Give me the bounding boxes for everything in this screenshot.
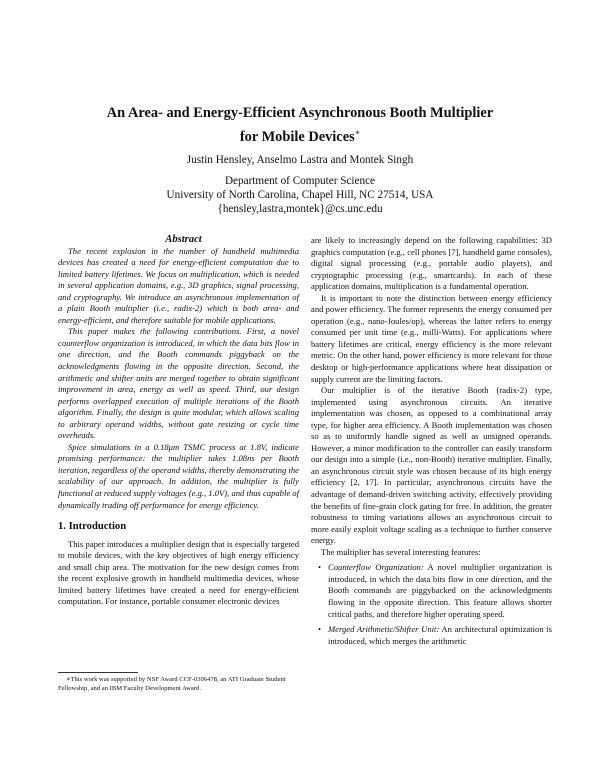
abstract-paragraph-3: Spice simulations in a 0.18μm TSMC process at 1.8V, indicate promising performance: the multiplier takes 1.08ns per Booth iteration, regardless of the operand widths, thereby demonstrating the scalability of our approach. In addition, the multiplier is fully functional at reduced supply voltages (e.g., 1.0V), and thus capable of dynamically trading off performance for energy efficiency. (58, 441, 299, 510)
feature-text: An architectural optimization is introduced, which merges the arithmetic (328, 624, 552, 646)
abstract (58, 234, 299, 511)
bullet-icon: • (318, 562, 322, 573)
authors: Justin Hensley, Anselmo Lastra and Montek Singh (186, 154, 414, 166)
affiliation (40, 174, 560, 216)
abstract-paragraph-1: The recent explosion in the number of handheld multimedia devices has created a need for energy-efficient computation due to limited battery lifetimes. We focus on multiplication, which is needed in several application domains, e.g., 3D graphics, signal processing, and cryptography. We introduce an asynchronous implementation of a plain Booth multiplier (i.e., radix-2) which is both area- and energy-efficient, and therefore suitable for mobile applications. (58, 245, 299, 325)
feature-text: A novel multiplier organization is introduced, in which the data bits flow in one direction, and the Booth commands are piggybacked on the acknowledgments flowing in the opposite direction. This feature allows shorter critical paths, and therefore higher operating speed. (328, 562, 552, 619)
footnote-rule (58, 672, 138, 673)
title-line-2 (40, 123, 560, 147)
intro-paragraph-1-continued: are likely to increasingly depend on the following capabilities: 3D graphics computation (e.g., cell phones [7], handheld game consoles), digital signal processing (e.g., portable audio players), and cryptographic processing (e.g., smartcards). In each of these application domains, multiplication is a fundamental operation. (311, 235, 552, 292)
feature-label: Merged Arithmetic/Shifter Unit: (328, 624, 440, 635)
feature-list (311, 562, 552, 647)
title-footnote-mark: ∗ (354, 128, 361, 137)
intro-paragraph-1: This paper introduces a multiplier design that is especially targeted to mobile devices, with the key objectives of high energy efficiency and small chip area. The motivation for the new design comes from the recent explosive growth in handheld multimedia devices, whose limited battery lifetimes have created a need for energy-efficient computation. For instance, portable consumer electronic devices (58, 538, 299, 607)
feature-label: Counterflow Organization: (328, 562, 424, 573)
abstract-heading: Abstract (165, 234, 202, 245)
department: Department of Computer Science (224, 175, 376, 187)
list-item (311, 624, 552, 647)
intro-paragraph-3: Our multiplier is of the iterative Booth (radix-2) type, implemented using asynchronous circuits. An iterative implementation was chosen, as opposed to a combinational array type, for higher area efficiency. A Booth implementation was chosen so as to uniformly handle signed as well as unsigned operands. However, a minor modification to the controller can easily transform our design into a simple (i.e., non-Booth) iterative multiplier. Finally, an asynchronous circuit style was chosen because of its high energy efficiency [2, 17]. In particular, asynchronous circuits have the advantage of demand-driven switching activity, effectively providing the benefits of fine-grain clock gating for free. In addition, the greater robustness to timing variations allows an asynchronous circuit to more easily exploit voltage scaling as a technique to further conserve energy. (311, 385, 552, 546)
email: {hensley,lastra,montek}@cs.unc.edu (217, 203, 383, 215)
paper-title (40, 104, 560, 147)
title-line-2-text: for Mobile Devices (239, 128, 355, 145)
footnote-text: ∗This work was supported by NSF Award CCF-0306478, an ATI Graduate Student Fellowship, and an IBM Faculty Development Award. (58, 676, 286, 692)
bullet-icon: • (318, 624, 322, 635)
footnote (58, 672, 299, 693)
abstract-paragraph-2: This paper makes the following contributions. First, a novel counterflow organization is introduced, in which the data bits flow in one direction, and the Booth commands piggyback on the acknowledgments flowing in the opposite direction. Second, the arithmetic and shifter units are merged together to obtain significant improvement in area, energy as well as speed. Third, our design performs overlapped execution of multiple iterations of the Booth algorithm. Finally, the design is quite modular, which allows scaling to arbitrary operand widths, without gate resizing or cycle time overheads. (58, 326, 299, 441)
intro-paragraph-2: It is important to note the distinction between energy efficiency and power efficiency. The former represents the energy consumed per operation (e.g., nano-Joules/op), whereas the latter refers to energy consumed per unit time (e.g., milli-Watts). For applications where battery lifetimes are critical, energy efficiency is the more relevant metric. On the other hand, power efficiency is more relevant for those desktop or high-performance applications where heat dissipation or supply current are the limiting factors. (311, 292, 552, 384)
list-item (311, 562, 552, 620)
right-column (311, 235, 552, 651)
intro-paragraph-4: The multiplier has several interesting features: (321, 546, 481, 557)
title-line-1: An Area- and Energy-Efficient Asynchronous Booth Multiplier (106, 105, 494, 121)
left-column (58, 234, 299, 608)
introduction-heading: 1. Introduction (58, 521, 127, 533)
university: University of North Carolina, Chapel Hill, NC 27514, USA (166, 189, 434, 201)
